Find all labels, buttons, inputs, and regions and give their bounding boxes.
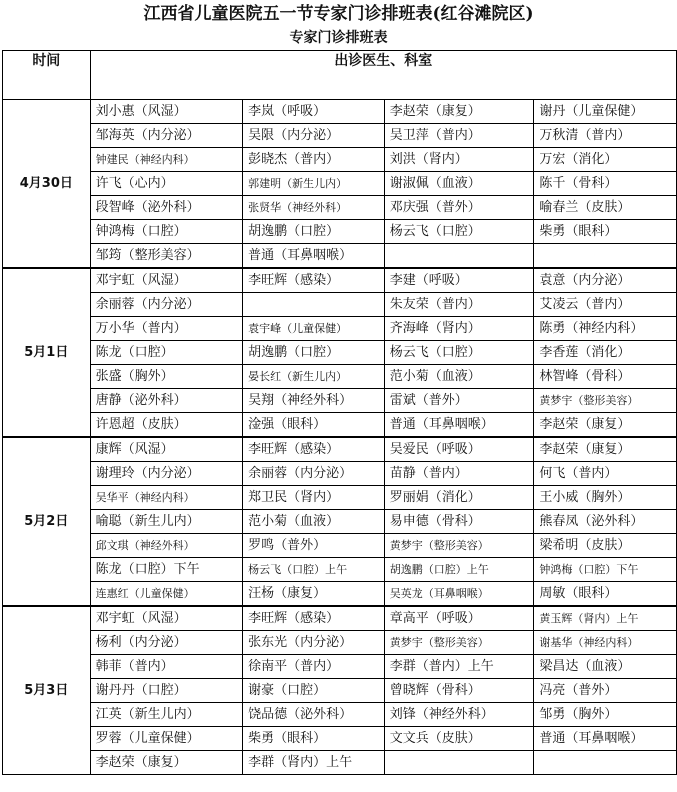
doctor-cell: 万小华（普内） (90, 317, 243, 341)
doctor-cell: 朱友荣（普内） (384, 293, 534, 317)
schedule-row (3, 413, 677, 438)
schedule-row (3, 365, 677, 389)
schedule-row (3, 244, 677, 269)
doctor-cell: 吴卫萍（普内） (384, 124, 534, 148)
doctor-cell: 胡逸鹏（口腔）上午 (384, 558, 534, 582)
doctor-cell: 张贤华（神经外科） (243, 196, 385, 220)
doctor-cell: 连惠红（儿童保健） (90, 582, 243, 607)
doctor-cell: 雷斌（普外） (384, 389, 534, 413)
doctor-cell: 郑卫民（肾内） (243, 486, 385, 510)
doctor-cell: 林智峰（骨科） (534, 365, 677, 389)
doctor-cell: 李岚（呼吸） (243, 100, 385, 124)
doctor-cell: 谢淑佩（血液） (384, 172, 534, 196)
doctor-cell (534, 751, 677, 775)
schedule-row (3, 534, 677, 558)
doctor-cell: 钟建民（神经内科） (90, 148, 243, 172)
schedule-row (3, 437, 677, 462)
doctor-cell: 吴英龙（耳鼻咽喉） (384, 582, 534, 607)
schedule-table (2, 50, 677, 775)
doctor-cell: 邓宇虹（风湿） (90, 606, 243, 631)
doctor-cell: 谢基华（神经内科） (534, 631, 677, 655)
doctor-cell: 李建（呼吸） (384, 268, 534, 293)
doctor-cell: 段智峰（泌外科） (90, 196, 243, 220)
doctor-cell: 邹勇（胸外） (534, 703, 677, 727)
doctor-cell: 张盛（胸外） (90, 365, 243, 389)
doctor-cell: 杨利（内分泌） (90, 631, 243, 655)
doctor-cell: 范小菊（血液） (243, 510, 385, 534)
doctor-cell: 李旺辉（感染） (243, 606, 385, 631)
doctor-cell: 淦强（眼科） (243, 413, 385, 438)
doctor-cell: 梁昌达（血液） (534, 655, 677, 679)
schedule-row (3, 389, 677, 413)
doctor-cell: 袁意（内分泌） (534, 268, 677, 293)
doctor-cell: 章高平（呼吸） (384, 606, 534, 631)
doctor-cell: 胡逸鹏（口腔） (243, 220, 385, 244)
doctor-cell (243, 293, 385, 317)
doctor-cell: 许飞（心内） (90, 172, 243, 196)
doctor-cell: 苗静（普内） (384, 462, 534, 486)
doctor-cell: 邱文琪（神经外科） (90, 534, 243, 558)
doctor-cell: 刘锋（神经外科） (384, 703, 534, 727)
doctor-cell: 柴勇（眼科） (534, 220, 677, 244)
doctor-cell: 李香莲（消化） (534, 341, 677, 365)
doctor-cell: 邹筠（整形美容） (90, 244, 243, 269)
doctor-cell: 易申德（骨科） (384, 510, 534, 534)
doctor-cell: 喻聪（新生儿内） (90, 510, 243, 534)
doctor-cell: 余丽蓉（内分泌） (243, 462, 385, 486)
doctor-cell: 吴爱民（呼吸） (384, 437, 534, 462)
doctor-cell: 郭建明（新生儿内） (243, 172, 385, 196)
doctor-cell: 许恩超（皮肤） (90, 413, 243, 438)
doctor-cell: 胡逸鹏（口腔） (243, 341, 385, 365)
doctor-cell: 晏长红（新生儿内） (243, 365, 385, 389)
doctor-cell: 彭晓杰（普内） (243, 148, 385, 172)
doctor-cell (384, 751, 534, 775)
doctor-cell: 普通（耳鼻咽喉） (384, 413, 534, 438)
doctor-cell: 万宏（消化） (534, 148, 677, 172)
doctor-cell: 康辉（风湿） (90, 437, 243, 462)
doctor-cell: 饶品德（泌外科） (243, 703, 385, 727)
doctor-cell: 文文兵（皮肤） (384, 727, 534, 751)
doctor-cell: 黄梦宇（整形美容） (534, 389, 677, 413)
date-cell: 4月30日 (3, 100, 91, 269)
schedule-row (3, 486, 677, 510)
schedule-row (3, 317, 677, 341)
doctor-cell: 周敏（眼科） (534, 582, 677, 607)
doctor-cell: 何飞（普内） (534, 462, 677, 486)
doctor-cell: 李赵荣（康复） (534, 437, 677, 462)
schedule-row (3, 293, 677, 317)
doctor-cell: 黄梦宇（整形美容） (384, 631, 534, 655)
schedule-row (3, 220, 677, 244)
doctor-cell: 谢豪（口腔） (243, 679, 385, 703)
schedule-row (3, 462, 677, 486)
doctor-cell: 谢理玲（内分泌） (90, 462, 243, 486)
schedule-row (3, 148, 677, 172)
doctor-cell: 钟鸿梅（口腔） (90, 220, 243, 244)
time-header: 时间 (3, 51, 91, 100)
doctor-cell: 李赵荣（康复） (534, 413, 677, 438)
doctor-cell: 李旺辉（感染） (243, 437, 385, 462)
doctor-cell: 唐静（泌外科） (90, 389, 243, 413)
schedule-row (3, 703, 677, 727)
doctor-cell: 谢丹丹（口腔） (90, 679, 243, 703)
doctor-cell: 陈千（骨科） (534, 172, 677, 196)
doctor-cell: 徐南平（普内） (243, 655, 385, 679)
doctor-cell: 李群（普内）上午 (384, 655, 534, 679)
doctor-cell: 杨云飞（口腔）上午 (243, 558, 385, 582)
doctor-cell: 杨云飞（口腔） (384, 220, 534, 244)
schedule-row (3, 124, 677, 148)
doctor-cell: 普通（耳鼻咽喉） (243, 244, 385, 269)
doctor-cell: 韩菲（普内） (90, 655, 243, 679)
doctor-cell: 陈龙（口腔）下午 (90, 558, 243, 582)
schedule-row (3, 631, 677, 655)
doctor-cell: 罗蓉（儿童保健） (90, 727, 243, 751)
doctor-cell: 李赵荣（康复） (90, 751, 243, 775)
doctor-cell: 刘小惠（风湿） (90, 100, 243, 124)
doctor-cell: 杨云飞（口腔） (384, 341, 534, 365)
doctor-cell: 万秋清（普内） (534, 124, 677, 148)
schedule-row (3, 341, 677, 365)
date-cell: 5月2日 (3, 437, 91, 606)
schedule-row (3, 268, 677, 293)
header-row (3, 51, 677, 100)
doctor-cell: 冯亮（普外） (534, 679, 677, 703)
doctor-cell: 江英（新生儿内） (90, 703, 243, 727)
doctor-cell (534, 244, 677, 269)
doctor-cell: 汪杨（康复） (243, 582, 385, 607)
doctor-cell: 梁希明（皮肤） (534, 534, 677, 558)
page-subtitle: 专家门诊排班表 (289, 30, 388, 46)
doctor-cell: 黄梦宇（整形美容） (384, 534, 534, 558)
doctor-cell: 吴翔（神经外科） (243, 389, 385, 413)
date-cell: 5月1日 (3, 268, 91, 437)
schedule-row (3, 196, 677, 220)
doctor-cell: 谢丹（儿童保健） (534, 100, 677, 124)
doctor-cell: 袁宇峰（儿童保健） (243, 317, 385, 341)
schedule-row (3, 172, 677, 196)
doctor-cell: 黄玉辉（肾内）上午 (534, 606, 677, 631)
doctor-cell: 罗鸣（普外） (243, 534, 385, 558)
doctor-cell: 邹海英（内分泌） (90, 124, 243, 148)
doctor-cell: 喻春兰（皮肤） (534, 196, 677, 220)
schedule-row (3, 100, 677, 124)
schedule-row (3, 582, 677, 607)
doctor-cell: 吴限（内分泌） (243, 124, 385, 148)
doctor-cell: 张东光（内分泌） (243, 631, 385, 655)
doctor-cell: 陈龙（口腔） (90, 341, 243, 365)
doctor-cell: 罗丽娟（消化） (384, 486, 534, 510)
doctor-cell (384, 244, 534, 269)
doctor-cell: 王小威（胸外） (534, 486, 677, 510)
doctor-cell: 刘洪（肾内） (384, 148, 534, 172)
doctor-cell: 邓庆强（普外） (384, 196, 534, 220)
doctor-cell: 李群（肾内）上午 (243, 751, 385, 775)
doctor-cell: 陈勇（神经内科） (534, 317, 677, 341)
schedule-row (3, 655, 677, 679)
schedule-row (3, 510, 677, 534)
schedule-row (3, 558, 677, 582)
doctor-cell: 齐海峰（肾内） (384, 317, 534, 341)
doctor-cell: 李旺辉（感染） (243, 268, 385, 293)
doctor-cell: 余丽蓉（内分泌） (90, 293, 243, 317)
date-cell: 5月3日 (3, 606, 91, 775)
schedule-row (3, 727, 677, 751)
schedule-row (3, 751, 677, 775)
doctor-cell: 熊春凤（泌外科） (534, 510, 677, 534)
doctor-cell: 范小菊（血液） (384, 365, 534, 389)
doctor-cell: 普通（耳鼻咽喉） (534, 727, 677, 751)
doctor-cell: 邓宇虹（风湿） (90, 268, 243, 293)
doctor-cell: 艾凌云（普内） (534, 293, 677, 317)
doctors-header: 出诊医生、科室 (90, 51, 676, 100)
schedule-row (3, 606, 677, 631)
schedule-row (3, 679, 677, 703)
doctor-cell: 柴勇（眼科） (243, 727, 385, 751)
doctor-cell: 李赵荣（康复） (384, 100, 534, 124)
doctor-cell: 钟鸿梅（口腔）下午 (534, 558, 677, 582)
doctor-cell: 吴华平（神经内科） (90, 486, 243, 510)
doctor-cell: 曾晓辉（骨科） (384, 679, 534, 703)
page-title: 江西省儿童医院五一节专家门诊排班表(红谷滩院区) (143, 4, 534, 24)
